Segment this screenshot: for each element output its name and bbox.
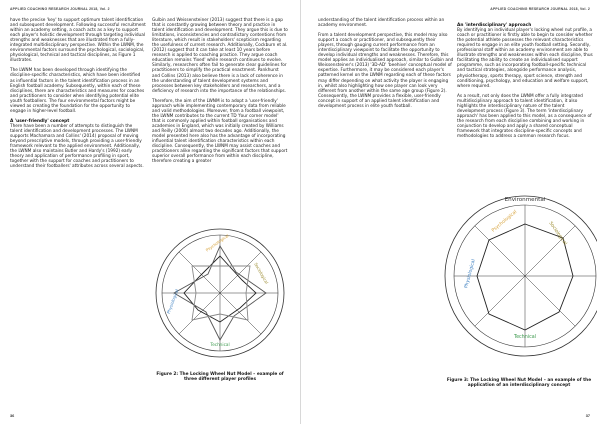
left-page-column-1 <box>10 18 146 174</box>
paragraph: By identifying an individual player's locking wheel nut profile, a coach or practitioner is firstly able to begin to consider whether the potential athlete possesses the relevant characteristics required to engage in an elite youth football setting. Secondly, professional staff within an academy environment are able to illustrate strengths and weaknesses within each discipline, thus facilitating the ability to create an individualised support programme, such as incorporating football-specific technical and tactical strategies, alongside performance analysis, physiotherapy, sports therapy, sport science, strength and conditioning, psychology, and education and welfare support, where required. <box>457 28 593 89</box>
label-psychological: Psychological <box>204 232 230 253</box>
label-physiological: Physiological <box>165 288 180 315</box>
label-technical: Technical <box>513 335 537 340</box>
label-environmental: Environmental <box>504 197 546 203</box>
paragraph: From a talent development perspective, this model may also support a coach or practitioner, and subsequently their players, through gauging current performance from an interdisciplinary viewpoint to facilitate the opportunity to develop individual strengths and weaknesses. Therefore, this model applies an individualised approach, similar to Gulbin and Weissensteiner's (2013) '3D-AD' 'beehive' conceptual model of expertise. Furthermore, it may be considered each player's patterned kernel on the LWNM regarding each of these factors may differ depending on what activity the player is engaging in, whilst also highlighting how one player can look very different from another within the same age group (Figure 2). Consequently, the LWNM provides a flexible, user-friendly concept in support of an applied talent identification and development process in elite youth football. <box>318 33 454 109</box>
locking-wheel-nut-diagram <box>150 222 290 364</box>
label-technical: Technical <box>210 342 230 347</box>
nut-segments <box>454 205 596 347</box>
page-number: 37 <box>585 414 590 418</box>
paragraph: Gulbin and Weissensteiner (2013) suggest that there is a gap that is constantly growing between theory and practice in talent identification and development. They argue this is due to limitations, inconsistencies and contradictory contentions from literature, which result in stakeholders' scepticism regarding the usefulness of current research. Additionally, Cockburn et al. (2012) suggest that it can take at least 10 years before research is applied to coaching practice. They argue coach education remains 'fixed' while research continues to evolve. Similarly, researchers often fail to generate clear guidelines for practitioners to simplify the practical enactment. Pankhurst and Collins (2013) also believe there is a lack of coherence in the understanding of talent development systems and processes between key stakeholders and researchers, and a deficiency of research into the importance of the relationships. <box>152 18 288 94</box>
right-page-column-1 <box>318 18 454 114</box>
paragraph: have the precise 'key' to support optimum talent identification and subsequent development. Following successful recruitment within an academy setting, a coach acts as a key to support each player's holistic development through targeting individual strengths and weaknesses that are illustrated from a fully-integrated multidisciplinary perspective. Within the LWNM, the environmental factors surround the psychological, sociological, physiological, technical and tactical disciplines, as Figure 1 illustrates. <box>10 18 146 64</box>
paragraph: There have been a number of attempts to distinguish the talent identification and development processes. The LWNM supports Machamara and Collins' (2014) proposal of moving beyond prescriptive models, through providing a user-friendly framework relevant to the applied environment. Additionally, the LWNM also maintains Butler and Hardy's (1992) early theory and application of performance profiling in sport, together with the support for coaches and practitioners to understand their footballers' attributes across several aspects. <box>10 123 144 170</box>
figure-3 <box>441 188 597 388</box>
right-page-column-2 <box>457 18 593 144</box>
nut-segments <box>162 232 278 351</box>
running-head: APPLIED COACHING RESEARCH JOURNAL 2018, Vol. 2 <box>490 7 590 11</box>
label-sociological: Sociological <box>253 261 270 285</box>
page-number: 36 <box>10 414 15 418</box>
interdisciplinary-wheel-diagram <box>441 188 597 370</box>
paragraph: Therefore, the aim of the LWNM is to adopt a 'user-friendly' approach while implementing contemporary data from reliable and valid methodologies. Moreover, from a football viewpoint, the LWNM contributes to the current TD 'four corner model' that is commonly applied within football organisations and academies in England, which was initially created by Williams and Reilly (2000) almost two decades ago. Additionally, the model presented here also has the advantage of incorporating influential talent identification characteristics within each discipline. Consequently, the LWNM may assist coaches and practitioners alike regarding the significant factors that support superior overall performance from within each discipline, therefore creating a greater <box>152 98 288 165</box>
right-page <box>300 0 600 424</box>
paragraph: understanding of the talent identification process within an academy environment. <box>318 18 445 29</box>
figure-3-caption: Figure 3: The Locking Wheel Nut Model – an example of the application of an interdisciplinary concept <box>446 378 592 389</box>
left-page-column-2 <box>152 18 288 169</box>
running-head: APPLIED COACHING RESEARCH JOURNAL 2018, Vol. 2 <box>10 7 110 11</box>
section-heading: A 'user-friendly' concept <box>10 118 70 124</box>
label-psychological: Psychological <box>491 209 519 234</box>
paragraph: The LWNM has been developed through identifying the discipline-specific characteristics, which have been identified as influential factors in the talent identification process in an English football academy. Subsequently, within each of these disciplines, there are characteristics and measures for coaches and practitioners to consider when identifying potential elite youth footballers. The four environmental factors might be viewed as creating the foundation for the opportunity to engage in higher-level football. <box>10 68 145 114</box>
label-physiological: Physiological <box>464 258 477 289</box>
label-sociological: Sociological <box>547 221 568 247</box>
figure-2-caption: Figure 2: The Locking Wheel Nut Model – example of three different player profiles <box>156 372 284 383</box>
paragraph: As a result, not only does the LWNM offer a fully integrated multidisciplinary approach to talent identification, it also highlights the interdisciplinary nature of the talent development process (Figure 3). The term 'interdisciplinary approach' has been applied to this model, as a consequence of the research from each discipline combining and working in conjunction to develop and apply a shared conceptual framework that integrates discipline-specific concepts and methodologies to address a common research focus. <box>457 93 592 140</box>
figure-2 <box>150 222 290 382</box>
section-heading: An 'interdisciplinary' approach <box>457 23 532 28</box>
